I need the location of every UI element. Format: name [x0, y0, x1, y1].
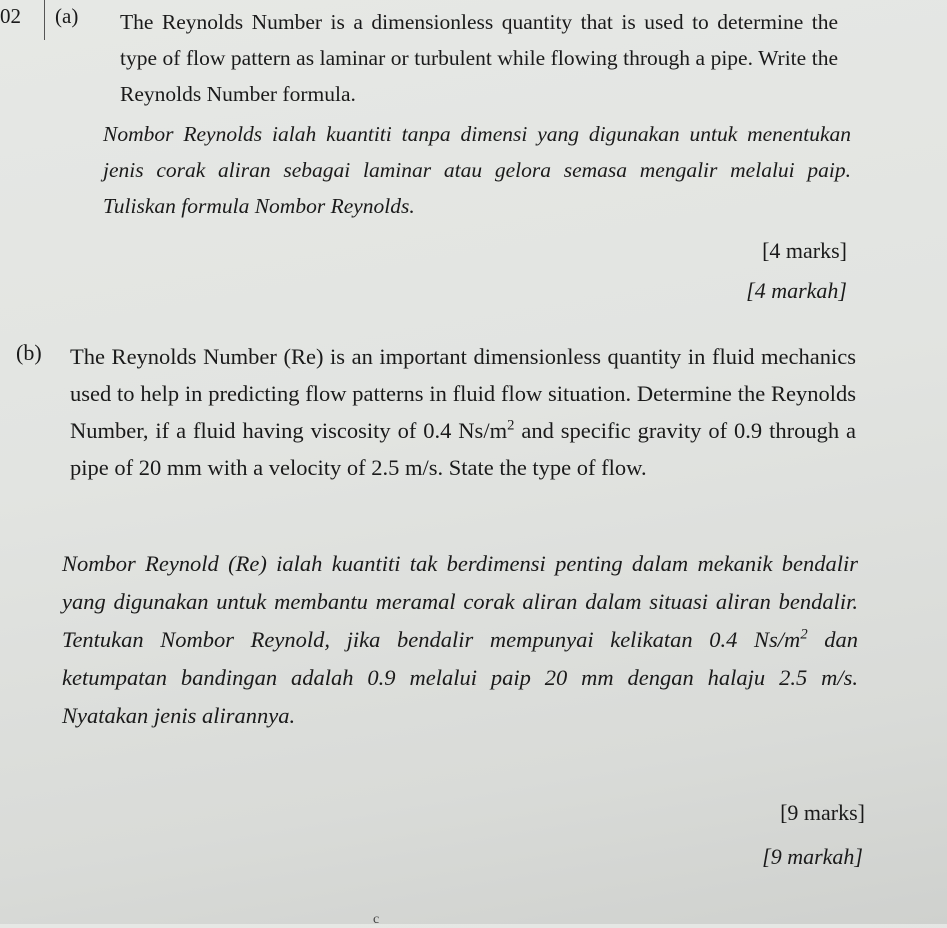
part-b-ms-text-1: Nombor Reynold (Re) ialah kuantiti tak berdimensi penting dalam mekanik bendalir yang digunakan untuk membantu meramal corak aliran dalam situasi aliran bendalir. Tentukan Nombor Reynold, jika bendalir mempunyai kelikatan 0.4 Ns/m [62, 551, 858, 652]
part-a-text-malay: Nombor Reynolds ialah kuantiti tanpa dimensi yang digunakan untuk menentukan jenis corak aliran sebagai laminar atau gelora semasa mengalir melalui paip. Tuliskan formula Nombor Reynolds. [103, 122, 851, 218]
part-b-en-text-1: The Reynolds Number (Re) is an important dimensionless quantity in fluid mechanics used to help in predicting flow patterns in fluid flow situation. Determine the Reynolds Number, if a fluid having viscosity of 0.4 Ns/m [70, 344, 856, 443]
question-number: 02 [0, 4, 21, 28]
bottom-page-mark: c [373, 912, 380, 927]
part-a-text-english: The Reynolds Number is a dimensionless quantity that is used to determine the type of flow pattern as laminar or turbulent while flowing through a pipe. Write the Reynolds Number formula. [120, 10, 838, 106]
part-b-en-superscript: 2 [507, 417, 515, 434]
part-a-marks-malay: [4 markah] [746, 278, 847, 303]
part-b-marks-english: [9 marks] [780, 800, 865, 825]
part-b-label: (b) [16, 340, 42, 365]
part-b-ms-superscript: 2 [800, 626, 808, 643]
part-b-en-text-2: and specific gravity of 0.9 through a pipe of 20 mm with a velocity of 2.5 m/s. State the type of flow. [70, 418, 857, 480]
part-b-text-malay [62, 545, 858, 735]
part-a-label: (a) [55, 4, 79, 28]
part-a-marks-english: [4 marks] [762, 238, 847, 263]
part-b-marks-malay: [9 markah] [762, 844, 863, 869]
margin-rule [44, 0, 45, 40]
part-b-text-english [70, 338, 856, 486]
part-b-ms-text-2: dan ketumpatan bandingan adalah 0.9 melalui paip 20 mm dengan halaju 2.5 m/s. Nyatakan jenis alirannya. [62, 627, 858, 728]
